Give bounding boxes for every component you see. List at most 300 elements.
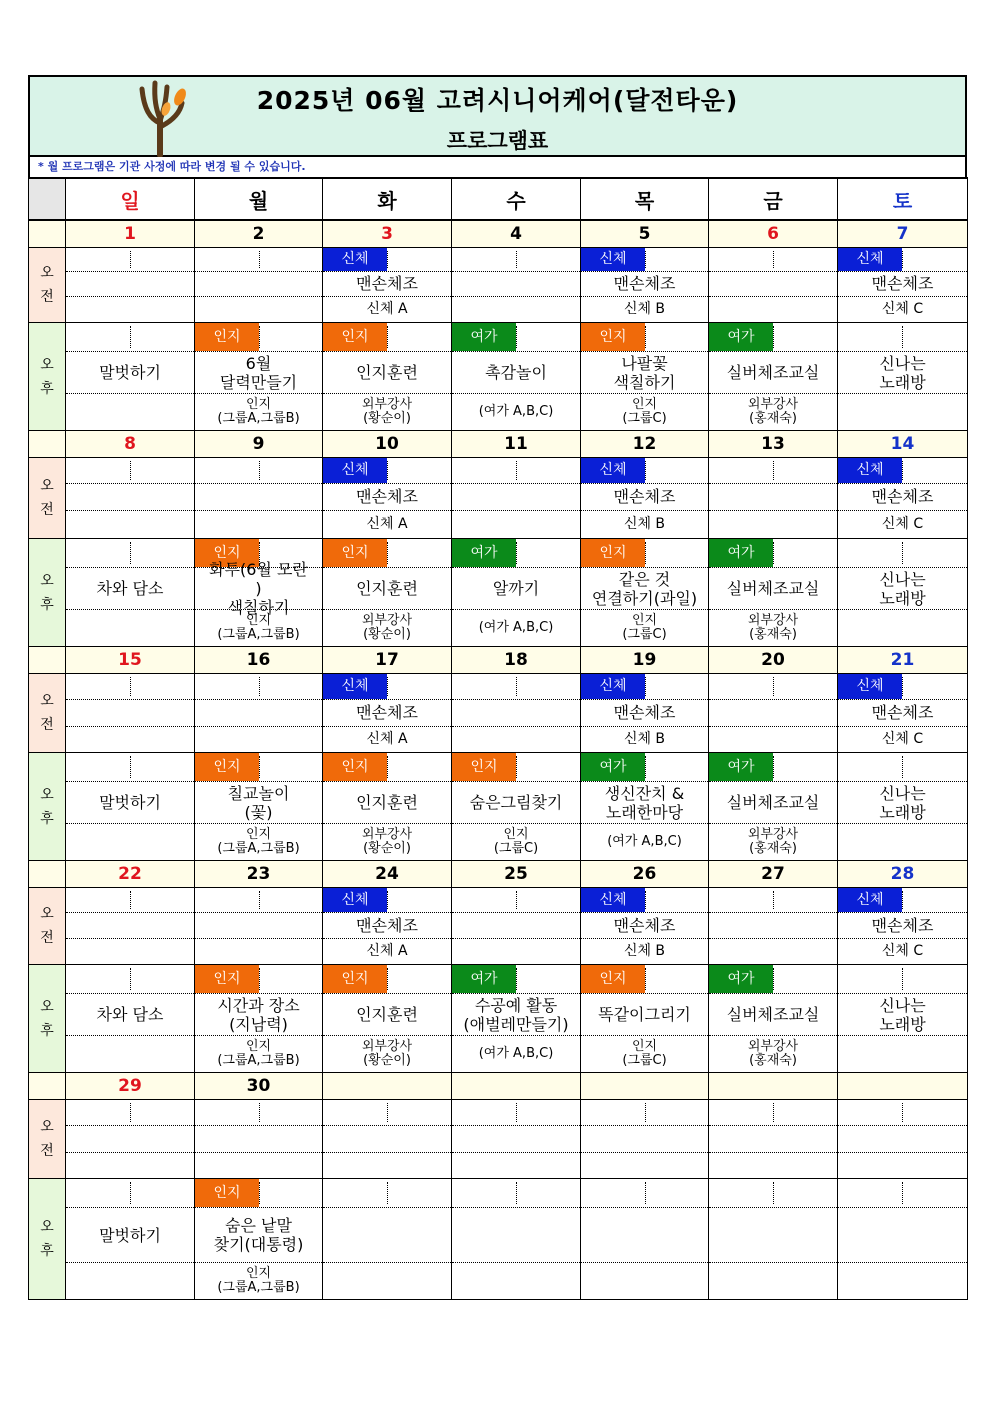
slot-activity (323, 567, 451, 609)
slot-note (581, 1035, 708, 1072)
slot-badge-row (66, 323, 194, 351)
slot-activity (66, 993, 194, 1035)
text-line: 노래한마당 (605, 802, 684, 822)
slot-note (195, 296, 322, 322)
slot-note (838, 1262, 967, 1299)
pm-slot (66, 753, 195, 861)
program-badge: 신체 (323, 458, 387, 483)
slot-note (66, 1035, 194, 1072)
period-char: 오 (40, 693, 54, 709)
text-line: (그룹A,그룹B) (217, 411, 300, 426)
slot-activity: 맨손체조 (581, 271, 708, 296)
text-line: 차와 담소 (96, 1005, 164, 1024)
text-line: 색칠하기 (613, 372, 676, 392)
date-cell: 16 (195, 647, 323, 674)
text-line: (홍재숙) (749, 1053, 797, 1068)
date-cell (581, 1073, 709, 1100)
slot-badge-row (66, 753, 194, 781)
slot-badge-row (838, 1179, 967, 1207)
am-slot (838, 1100, 968, 1179)
am-slot (452, 1100, 581, 1179)
text-line: 인지훈련 (356, 579, 418, 598)
date-gutter (29, 861, 66, 888)
program-badge: 신체 (323, 248, 387, 271)
program-badge: 인지 (195, 753, 259, 781)
text-line: 외부강사 (747, 827, 799, 842)
slot-note (709, 510, 837, 538)
pm-slot (195, 539, 323, 647)
pm-row (29, 965, 968, 1073)
slot-note (195, 1035, 322, 1072)
slot-activity (66, 699, 194, 726)
slot-badge-row (195, 323, 322, 351)
slot-activity (452, 1125, 580, 1152)
slot-divider (130, 542, 131, 564)
am-slot (838, 458, 968, 539)
slot-divider (645, 461, 646, 480)
slot-badge-row (195, 888, 322, 912)
slot-badge-row (323, 965, 451, 993)
slot-activity: 맨손체조 (581, 483, 708, 510)
weekday-label: 금 (709, 178, 838, 220)
slot-badge-row (452, 539, 580, 567)
slot-note (581, 609, 708, 646)
slot-badge-row (452, 753, 580, 781)
slot-note: 신체 A (323, 510, 451, 538)
slot-note (709, 609, 837, 646)
text-line: 인지 (245, 1266, 272, 1281)
slot-divider (773, 756, 774, 778)
text-line: 실버체조교실 (726, 363, 820, 382)
date-cell: 18 (452, 647, 581, 674)
slot-note (195, 726, 322, 752)
slot-note (66, 726, 194, 752)
am-slot (66, 888, 195, 965)
pm-slot (323, 1179, 452, 1300)
slot-activity (581, 1125, 708, 1152)
slot-activity (709, 781, 837, 823)
text-line: (그룹A,그룹B) (217, 1053, 300, 1068)
program-badge: 여가 (452, 539, 516, 567)
slot-divider (259, 756, 260, 778)
program-badge: 인지 (195, 323, 259, 351)
period-am-label (29, 458, 66, 539)
program-badge: 인지 (195, 965, 259, 993)
slot-note (452, 393, 580, 430)
date-cell: 2 (195, 220, 323, 248)
slot-note (709, 1035, 837, 1072)
page-title: 2025년 06월 고려시니어케어(달전타운) (256, 86, 739, 115)
pm-slot (452, 965, 581, 1073)
text-line: 외부강사 (361, 397, 413, 412)
pm-slot (838, 323, 968, 431)
slot-activity: 맨손체조 (838, 699, 967, 726)
slot-activity (66, 1207, 194, 1262)
am-slot (452, 888, 581, 965)
text-line: 외부강사 (747, 613, 799, 628)
program-badge: 인지 (581, 323, 645, 351)
slot-note (709, 938, 837, 964)
slot-badge-row (709, 965, 837, 993)
program-badge: 인지 (581, 539, 645, 567)
text-line: 외부강사 (361, 1039, 413, 1054)
period-char: 오 (40, 786, 54, 803)
text-line: 수공예 활동 (474, 995, 558, 1015)
slot-divider (902, 1182, 903, 1204)
pm-slot (195, 323, 323, 431)
slot-activity (581, 567, 708, 609)
period-char: 후 (40, 380, 54, 397)
period-char: 오 (40, 1219, 54, 1235)
date-cell: 30 (195, 1073, 323, 1100)
period-char: 오 (40, 265, 54, 281)
text-line: (지남력) (229, 1014, 288, 1034)
text-line: 인지 (631, 613, 658, 628)
program-badge: 인지 (195, 1179, 259, 1207)
text-line: (여가 A,B,C) (607, 834, 682, 849)
slot-note (581, 823, 708, 860)
text-line: (황순이) (363, 841, 411, 856)
slot-badge-row (581, 965, 708, 993)
slot-activity (66, 781, 194, 823)
slot-note (323, 823, 451, 860)
slot-divider (645, 677, 646, 696)
slot-badge-row (195, 674, 322, 699)
am-slot (323, 888, 452, 965)
text-line: 숨은그림찾기 (469, 793, 563, 812)
program-badge: 신체 (838, 888, 902, 912)
am-row (29, 458, 968, 539)
text-line: 연결하기(과일) (591, 588, 698, 608)
slot-badge-row (323, 1179, 451, 1207)
program-badge: 여가 (452, 965, 516, 993)
text-line: (그룹A,그룹B) (217, 841, 300, 856)
date-cell: 5 (581, 220, 709, 248)
period-char: 후 (40, 1243, 54, 1259)
slot-badge-row (195, 1179, 322, 1207)
slot-divider (645, 542, 646, 564)
pm-slot (581, 323, 709, 431)
slot-divider (902, 968, 903, 990)
am-slot (581, 458, 709, 539)
slot-divider (773, 461, 774, 480)
slot-divider (387, 326, 388, 348)
slot-activity (452, 912, 580, 938)
text-line: (황순이) (363, 1053, 411, 1068)
program-badge: 신체 (838, 248, 902, 271)
text-line: (황순이) (363, 627, 411, 642)
pm-slot (709, 323, 838, 431)
am-slot (195, 458, 323, 539)
date-cell (709, 1073, 838, 1100)
slot-badge-row (195, 458, 322, 483)
text-line: 실버체조교실 (726, 579, 820, 598)
slot-badge-row (581, 1179, 708, 1207)
am-slot (709, 674, 838, 753)
period-pm-label (29, 965, 66, 1073)
slot-badge-row (195, 965, 322, 993)
text-line: 같은 것 (618, 569, 671, 589)
slot-note: 신체 A (323, 726, 451, 752)
program-badge: 신체 (838, 674, 902, 699)
text-line: 외부강사 (747, 397, 799, 412)
slot-activity (195, 560, 322, 617)
pm-slot (452, 323, 581, 431)
period-char: 오 (40, 356, 54, 373)
program-badge: 여가 (581, 753, 645, 781)
text-line: 말벗하기 (99, 793, 161, 812)
slot-note (66, 823, 194, 860)
slot-divider (387, 677, 388, 696)
pm-slot (66, 539, 195, 647)
date-cell (323, 1073, 452, 1100)
slot-badge-row (195, 248, 322, 271)
slot-activity (709, 993, 837, 1035)
slot-badge-row (838, 248, 967, 271)
pm-slot (709, 539, 838, 647)
slot-badge-row (66, 458, 194, 483)
slot-activity (709, 1125, 837, 1152)
slot-badge-row (581, 1100, 708, 1125)
slot-activity (452, 271, 580, 296)
slot-divider (516, 1103, 517, 1122)
slot-divider (516, 542, 517, 564)
slot-badge-row (709, 248, 837, 271)
slot-divider (902, 756, 903, 778)
am-row (29, 674, 968, 753)
slot-divider (130, 968, 131, 990)
text-line: 칠교놀이 (227, 783, 290, 803)
period-pm-label (29, 539, 66, 647)
slot-divider (259, 461, 260, 480)
slot-activity (581, 993, 708, 1035)
slot-divider (259, 677, 260, 696)
slot-divider (645, 1182, 646, 1204)
slot-divider (387, 756, 388, 778)
date-cell: 10 (323, 431, 452, 458)
date-cell: 25 (452, 861, 581, 888)
slot-activity (452, 781, 580, 823)
slot-divider (259, 1103, 260, 1122)
slot-divider (773, 251, 774, 268)
date-row (29, 220, 968, 248)
slot-note: 신체 C (838, 938, 967, 964)
text-line: (홍재숙) (749, 841, 797, 856)
pm-slot (323, 753, 452, 861)
slot-badge-row (581, 674, 708, 699)
date-cell: 22 (66, 861, 195, 888)
slot-note (66, 609, 194, 646)
date-cell: 14 (838, 431, 968, 458)
slot-divider (387, 1182, 388, 1204)
slot-badge-row (838, 965, 967, 993)
am-slot (195, 248, 323, 323)
header-corner (29, 178, 66, 220)
slot-badge-row (581, 539, 708, 567)
period-char: 후 (40, 1022, 54, 1039)
am-slot (709, 248, 838, 323)
slot-note (66, 296, 194, 322)
period-am-label (29, 674, 66, 753)
period-pm-label (29, 753, 66, 861)
am-slot (838, 674, 968, 753)
text-line: 알까기 (492, 579, 540, 598)
slot-badge-row (66, 674, 194, 699)
slot-divider (387, 461, 388, 480)
date-cell: 19 (581, 647, 709, 674)
slot-activity (838, 1207, 967, 1262)
slot-divider (773, 326, 774, 348)
date-cell: 29 (66, 1073, 195, 1100)
slot-note: 신체 B (581, 296, 708, 322)
slot-note (452, 823, 580, 860)
pm-slot (66, 1179, 195, 1300)
text-line: 노래방 (879, 588, 926, 608)
slot-badge-row (195, 1100, 322, 1125)
schedule-sheet (28, 75, 967, 1300)
slot-divider (902, 461, 903, 480)
pm-slot (581, 965, 709, 1073)
period-char: 오 (40, 906, 54, 922)
date-cell: 17 (323, 647, 452, 674)
slot-badge-row (838, 674, 967, 699)
slot-note (323, 393, 451, 430)
slot-divider (130, 677, 131, 696)
slot-activity (452, 483, 580, 510)
text-line: 촉감놀이 (485, 363, 547, 382)
date-row (29, 861, 968, 888)
slot-note (709, 1152, 837, 1178)
program-badge: 신체 (838, 458, 902, 483)
slot-divider (516, 677, 517, 696)
slot-divider (645, 1103, 646, 1122)
slot-divider (259, 251, 260, 268)
slot-badge-row (452, 1179, 580, 1207)
text-line: (그룹A,그룹B) (217, 627, 300, 642)
slot-divider (130, 891, 131, 909)
date-cell: 24 (323, 861, 452, 888)
slot-divider (645, 891, 646, 909)
date-cell: 3 (323, 220, 452, 248)
program-badge: 신체 (581, 674, 645, 699)
slot-activity: 맨손체조 (323, 912, 451, 938)
slot-note: 신체 B (581, 510, 708, 538)
slot-badge-row (323, 458, 451, 483)
slot-divider (902, 1103, 903, 1122)
pm-slot (66, 965, 195, 1073)
slot-activity: 맨손체조 (581, 699, 708, 726)
period-char: 오 (40, 478, 54, 494)
date-gutter (29, 1073, 66, 1100)
pm-slot (195, 965, 323, 1073)
slot-activity (66, 271, 194, 296)
am-slot (581, 674, 709, 753)
calendar-table (28, 177, 968, 1300)
slot-note: 신체 A (323, 296, 451, 322)
slot-badge-row (581, 323, 708, 351)
text-line: 말벗하기 (99, 1225, 161, 1245)
slot-activity (195, 483, 322, 510)
period-char: 오 (40, 572, 54, 589)
slot-activity (66, 351, 194, 393)
pm-slot (452, 539, 581, 647)
slot-divider (902, 326, 903, 348)
date-cell (838, 1073, 968, 1100)
program-badge: 인지 (195, 539, 259, 567)
slot-note (452, 609, 580, 646)
text-line: 나팔꽃 (621, 353, 668, 373)
text-line: 똑같이그리기 (598, 1005, 691, 1024)
am-slot (66, 248, 195, 323)
program-badge: 여가 (709, 965, 773, 993)
slot-divider (773, 891, 774, 909)
date-cell: 12 (581, 431, 709, 458)
date-row (29, 431, 968, 458)
pm-slot (323, 965, 452, 1073)
slot-activity (195, 1125, 322, 1152)
program-badge: 여가 (709, 753, 773, 781)
text-line: 말벗하기 (99, 363, 161, 382)
slot-note: 신체 C (838, 296, 967, 322)
period-char: 전 (40, 1143, 54, 1159)
slot-badge-row (323, 248, 451, 271)
slot-activity (452, 351, 580, 393)
slot-activity: 맨손체조 (581, 912, 708, 938)
slot-divider (130, 326, 131, 348)
slot-note (66, 1152, 194, 1178)
slot-activity (452, 699, 580, 726)
text-line: (꽃) (244, 802, 273, 822)
slot-note (452, 726, 580, 752)
program-badge: 인지 (323, 323, 387, 351)
slot-badge-row (838, 1100, 967, 1125)
pm-slot (452, 753, 581, 861)
slot-note (709, 823, 837, 860)
slot-divider (130, 461, 131, 480)
pm-row (29, 1179, 968, 1300)
period-char: 전 (40, 289, 54, 305)
text-line: 숨은 낱말 (225, 1216, 292, 1235)
am-slot (709, 458, 838, 539)
slot-divider (645, 326, 646, 348)
slot-activity: 맨손체조 (323, 699, 451, 726)
slot-badge-row (452, 965, 580, 993)
slot-badge-row (581, 753, 708, 781)
period-char: 전 (40, 717, 54, 733)
pm-slot (581, 1179, 709, 1300)
text-line: (홍재숙) (749, 411, 797, 426)
slot-divider (516, 461, 517, 480)
slot-activity (709, 699, 837, 726)
text-line: 노래방 (879, 802, 926, 822)
slot-badge-row (581, 458, 708, 483)
slot-note (195, 938, 322, 964)
program-badge: 인지 (323, 753, 387, 781)
slot-divider (130, 251, 131, 268)
slot-note (838, 1035, 967, 1072)
text-line: 외부강사 (361, 613, 413, 628)
slot-activity (709, 1207, 837, 1262)
slot-note (323, 1152, 451, 1178)
slot-badge-row (709, 888, 837, 912)
slot-divider (773, 968, 774, 990)
slot-activity (66, 483, 194, 510)
program-badge: 여가 (709, 323, 773, 351)
slot-activity (838, 567, 967, 609)
slot-activity (195, 271, 322, 296)
text-line: (여가 A,B,C) (478, 404, 554, 419)
text-line: 인지 (631, 397, 658, 412)
